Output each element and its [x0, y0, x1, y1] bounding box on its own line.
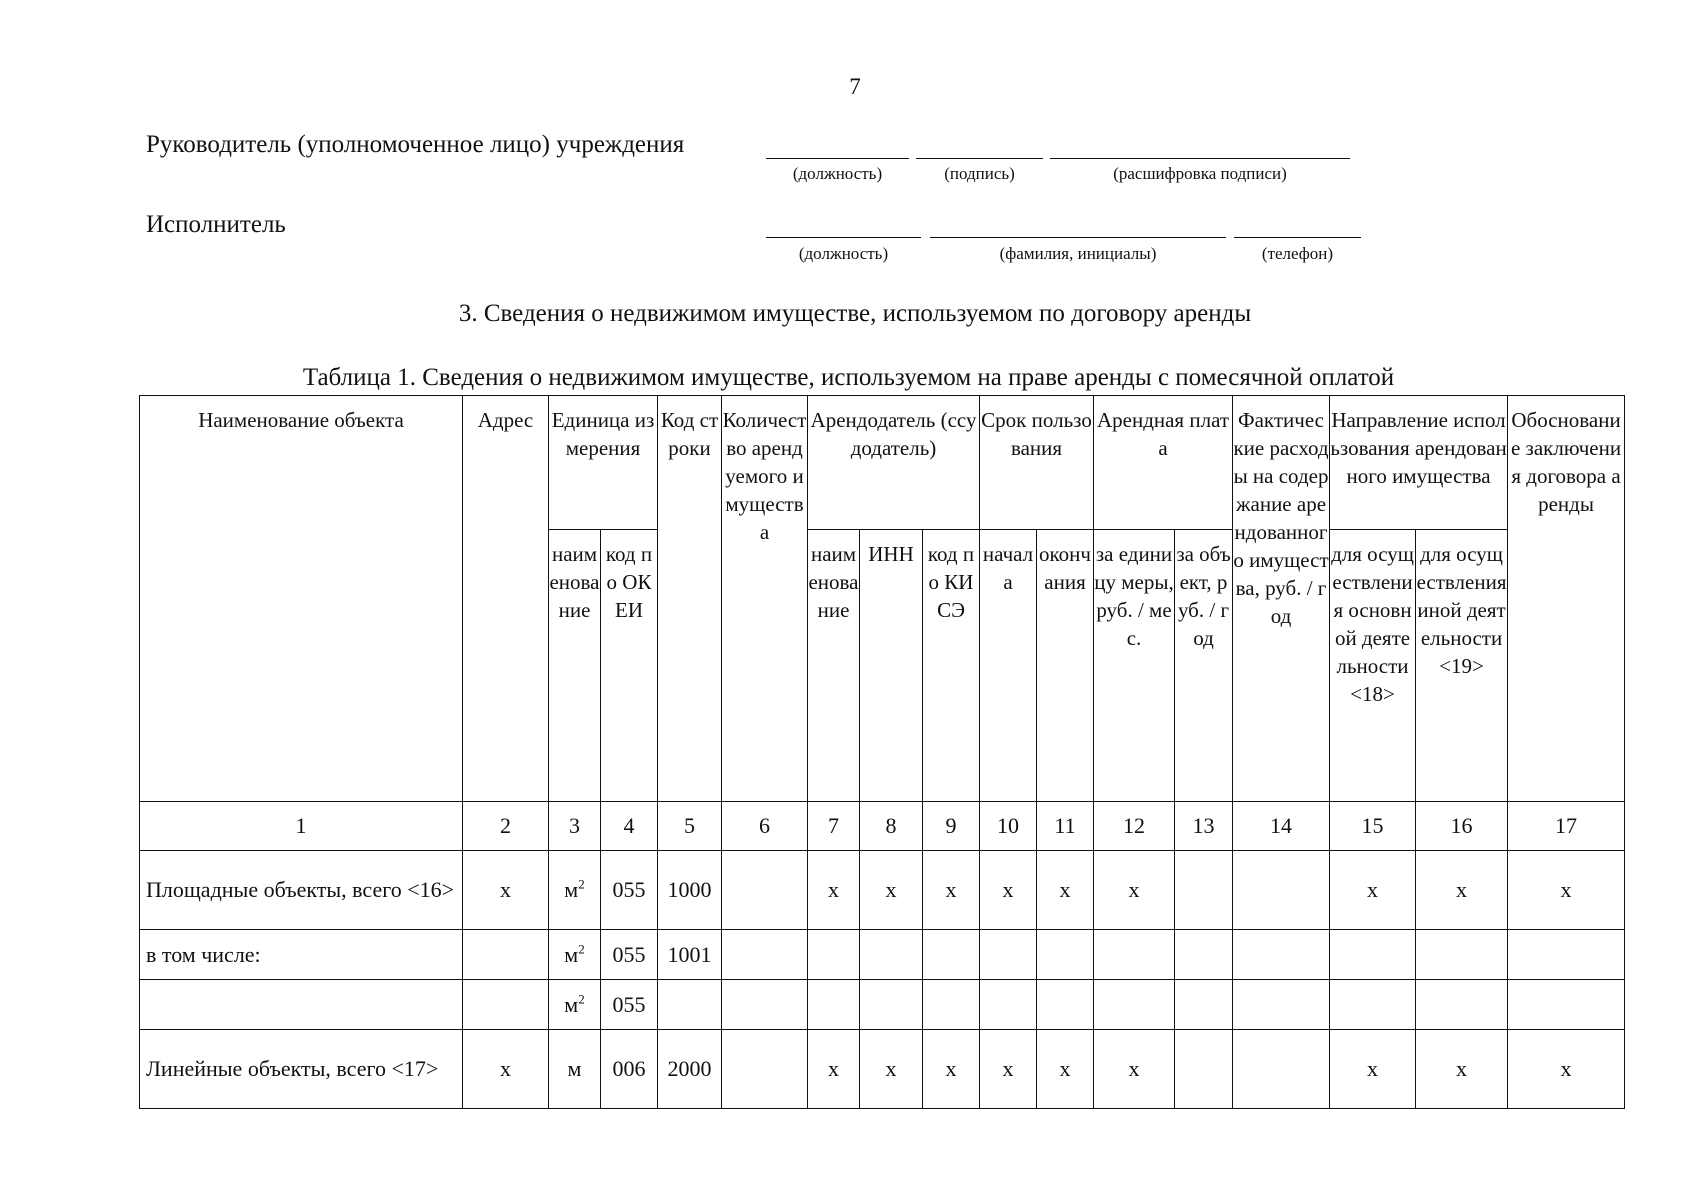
- lessor-kise-cell[interactable]: x: [923, 851, 980, 930]
- quantity-cell[interactable]: [722, 1030, 808, 1109]
- table-row: [140, 1030, 1625, 1109]
- column-number: 3: [549, 802, 601, 851]
- column-number: 11: [1037, 802, 1094, 851]
- term-start-cell[interactable]: x: [980, 1030, 1037, 1109]
- address-cell[interactable]: x: [463, 1030, 549, 1109]
- direction-other-cell[interactable]: [1416, 980, 1508, 1030]
- term-end-cell[interactable]: x: [1037, 851, 1094, 930]
- head-position-caption: (должность): [792, 164, 883, 183]
- column-number: 7: [808, 802, 860, 851]
- column-number: 13: [1175, 802, 1233, 851]
- term-end-cell[interactable]: [1037, 980, 1094, 1030]
- head-name-caption: (расшифровка подписи): [1113, 164, 1287, 183]
- header-lessor-name: наименование: [808, 530, 860, 802]
- justification-cell[interactable]: [1508, 980, 1625, 1030]
- header-direction-other: для осуществления иной деятельности <19>: [1416, 530, 1508, 802]
- lessor-inn-cell[interactable]: [860, 930, 923, 980]
- actual-costs-cell[interactable]: [1233, 980, 1330, 1030]
- unit-name-cell: $м^2$: [549, 851, 601, 930]
- justification-cell[interactable]: [1508, 930, 1625, 980]
- row-name-cell[interactable]: [140, 980, 463, 1030]
- executor-phone-line[interactable]: [1234, 237, 1361, 238]
- term-start-cell[interactable]: [980, 980, 1037, 1030]
- unit-name-cell: $м^2$: [549, 980, 601, 1030]
- term-end-cell[interactable]: x: [1037, 1030, 1094, 1109]
- lessor-inn-cell[interactable]: [860, 980, 923, 1030]
- table-row: [140, 851, 1625, 930]
- lessor-kise-cell[interactable]: [923, 980, 980, 1030]
- lessor-kise-cell[interactable]: x: [923, 1030, 980, 1109]
- rent-per-object-cell[interactable]: [1175, 980, 1233, 1030]
- column-number: 17: [1508, 802, 1625, 851]
- term-end-cell[interactable]: [1037, 930, 1094, 980]
- actual-costs-cell[interactable]: [1233, 851, 1330, 930]
- header-rent: Арендная плата: [1094, 396, 1233, 530]
- header-unit-okei: код по ОКЕИ: [601, 530, 658, 802]
- header-actual-costs: Фактические расходы на содержание арендованного имущества, руб. / год: [1233, 396, 1330, 802]
- direction-main-cell[interactable]: x: [1330, 1030, 1416, 1109]
- direction-other-cell[interactable]: x: [1416, 851, 1508, 930]
- column-number: 5: [658, 802, 722, 851]
- header-direction-main: для осуществления основной деятельности <18>: [1330, 530, 1416, 802]
- column-number: 10: [980, 802, 1037, 851]
- actual-costs-cell[interactable]: [1233, 1030, 1330, 1109]
- row-name-cell: Линейные объекты, всего <17>: [140, 1030, 463, 1109]
- direction-other-cell[interactable]: x: [1416, 1030, 1508, 1109]
- rent-per-object-cell[interactable]: [1175, 930, 1233, 980]
- header-address: Адрес: [463, 396, 549, 802]
- column-number: 4: [601, 802, 658, 851]
- column-number: 1: [140, 802, 463, 851]
- head-name-line[interactable]: [1050, 158, 1350, 159]
- header-term-start: начала: [980, 530, 1037, 802]
- unit-name-cell: $м^2$: [549, 930, 601, 980]
- executor-name-caption: (фамилия, инициалы): [999, 244, 1157, 263]
- row-code-cell: 1001: [658, 930, 722, 980]
- lessor-name-cell[interactable]: [808, 980, 860, 1030]
- lessor-inn-cell[interactable]: x: [860, 851, 923, 930]
- rent-per-unit-cell[interactable]: x: [1094, 851, 1175, 930]
- column-number: 2: [463, 802, 549, 851]
- row-code-cell: 1000: [658, 851, 722, 930]
- justification-cell[interactable]: x: [1508, 1030, 1625, 1109]
- page-number: 7: [849, 74, 861, 99]
- rent-per-unit-cell[interactable]: x: [1094, 1030, 1175, 1109]
- header-lessor-inn: ИНН: [860, 530, 923, 802]
- table-row: [140, 980, 1625, 1030]
- lessor-kise-cell[interactable]: [923, 930, 980, 980]
- head-signature-caption: (подпись): [944, 164, 1015, 183]
- okei-cell: 055: [601, 851, 658, 930]
- okei-cell: 006: [601, 1030, 658, 1109]
- header-term-end: окончания: [1037, 530, 1094, 802]
- rent-per-unit-cell[interactable]: [1094, 980, 1175, 1030]
- header-rent-per-unit: за единицу меры, руб. / мес.: [1094, 530, 1175, 802]
- header-lessor: Арендодатель (ссудодатель): [808, 396, 980, 530]
- header-unit-name: наименование: [549, 530, 601, 802]
- row-code-cell[interactable]: [658, 980, 722, 1030]
- rent-per-object-cell[interactable]: [1175, 1030, 1233, 1109]
- column-number-row: [140, 802, 1625, 851]
- executor-signature-label: Исполнитель: [146, 211, 286, 238]
- address-cell[interactable]: x: [463, 851, 549, 930]
- header-direction: Направление использования арендованного имущества: [1330, 396, 1508, 530]
- lessor-name-cell[interactable]: x: [808, 1030, 860, 1109]
- head-signature-label: Руководитель (уполномоченное лицо) учреждения: [146, 131, 685, 158]
- column-number: 6: [722, 802, 808, 851]
- term-start-cell[interactable]: x: [980, 851, 1037, 930]
- lessor-inn-cell[interactable]: x: [860, 1030, 923, 1109]
- column-number: 15: [1330, 802, 1416, 851]
- quantity-cell[interactable]: [722, 980, 808, 1030]
- lessor-name-cell[interactable]: [808, 930, 860, 980]
- executor-name-line[interactable]: [930, 237, 1226, 238]
- head-position-line[interactable]: [766, 158, 909, 159]
- direction-main-cell[interactable]: x: [1330, 851, 1416, 930]
- table-title: Таблица 1. Сведения о недвижимом имуществе, используемом на праве аренды с помесячной оплатой: [302, 364, 1395, 391]
- unit-name-cell: м: [549, 1030, 601, 1109]
- row-name-cell: Площадные объекты, всего <16>: [140, 851, 463, 930]
- executor-position-line[interactable]: [766, 237, 921, 238]
- justification-cell[interactable]: x: [1508, 851, 1625, 930]
- header-quantity: Количество арендуемого имущества: [722, 396, 808, 802]
- address-cell[interactable]: [463, 980, 549, 1030]
- actual-costs-cell[interactable]: [1233, 930, 1330, 980]
- column-number: 9: [923, 802, 980, 851]
- lessor-name-cell[interactable]: x: [808, 851, 860, 930]
- term-start-cell[interactable]: [980, 930, 1037, 980]
- direction-other-cell[interactable]: [1416, 930, 1508, 980]
- direction-main-cell[interactable]: [1330, 980, 1416, 1030]
- executor-position-caption: (должность): [798, 244, 889, 263]
- header-unit: Единица измерения: [549, 396, 658, 530]
- head-signature-line[interactable]: [916, 158, 1043, 159]
- rent-per-object-cell[interactable]: [1175, 851, 1233, 930]
- column-number: 12: [1094, 802, 1175, 851]
- header-row-code: Код строки: [658, 396, 722, 802]
- quantity-cell[interactable]: [722, 851, 808, 930]
- header-rent-per-object: за объект, руб. / год: [1175, 530, 1233, 802]
- header-justification: Обоснование заключения договора аренды: [1508, 396, 1625, 802]
- section-title: 3. Сведения о недвижимом имуществе, используемом по договору аренды: [458, 300, 1252, 327]
- rent-per-unit-cell[interactable]: [1094, 930, 1175, 980]
- okei-cell: 055: [601, 930, 658, 980]
- quantity-cell[interactable]: [722, 930, 808, 980]
- table-row: [140, 930, 1625, 980]
- header-term: Срок пользования: [980, 396, 1094, 530]
- okei-cell: 055: [601, 980, 658, 1030]
- column-number: 14: [1233, 802, 1330, 851]
- column-number: 16: [1416, 802, 1508, 851]
- row-code-cell: 2000: [658, 1030, 722, 1109]
- row-name-cell: в том числе:: [140, 930, 463, 980]
- executor-phone-caption: (телефон): [1261, 244, 1334, 263]
- direction-main-cell[interactable]: [1330, 930, 1416, 980]
- column-number: 8: [860, 802, 923, 851]
- header-name: Наименование объекта: [140, 396, 463, 802]
- header-lessor-kise: код по КИСЭ: [923, 530, 980, 802]
- address-cell[interactable]: [463, 930, 549, 980]
- rented-property-table: [139, 395, 1625, 1109]
